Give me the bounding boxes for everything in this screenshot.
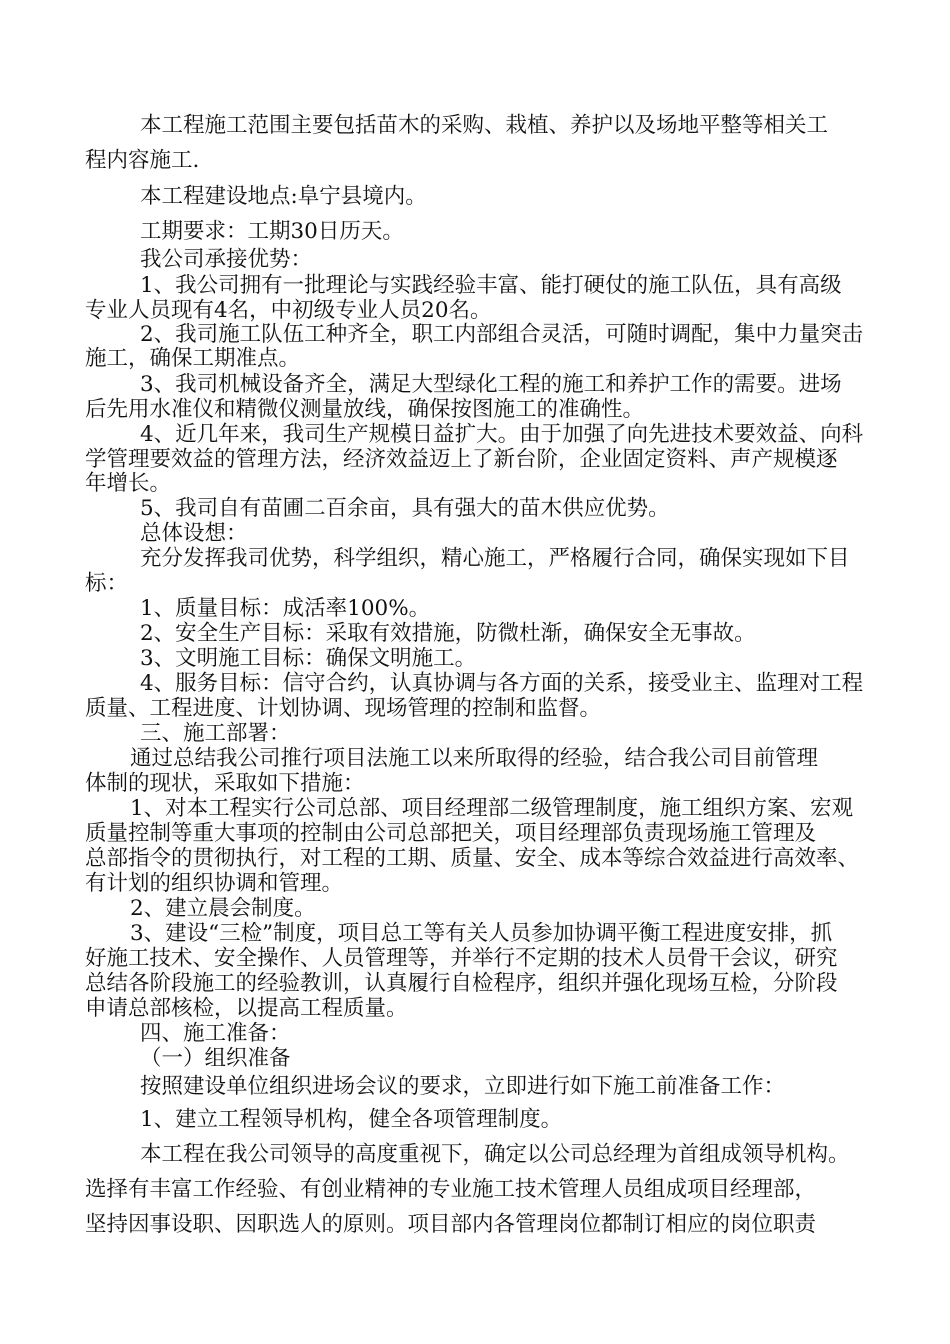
paragraph-line: 程内容施工. xyxy=(85,148,200,173)
paragraph-line: 2、建立晨会制度。 xyxy=(130,896,316,921)
paragraph-line: 好施工技术、安全操作、人员管理等，并举行不定期的技术人员骨干会议，研究 xyxy=(85,946,838,971)
paragraph-line: 2、安全生产目标：采取有效措施，防微杜渐，确保安全无事故。 xyxy=(140,621,756,646)
paragraph-line: 3、建设“三检”制度，项目总工等有关人员参加协调平衡工程进度安排，抓 xyxy=(130,921,833,946)
paragraph-line: 工期要求：工期30日历天。 xyxy=(140,219,404,244)
paragraph-line: 总部指令的贯彻执行，对工程的工期、质量、安全、成本等综合效益进行高效率、 xyxy=(85,846,860,871)
paragraph-line: 1、对本工程实行公司总部、项目经理部二级管理制度，施工组织方案、宏观 xyxy=(130,796,854,821)
paragraph-line: 2、我司施工队伍工种齐全，职工内部组合灵活，可随时调配，集中力量突击 xyxy=(140,322,864,347)
paragraph-line: 本工程施工范围主要包括苗木的采购、栽植、养护以及场地平整等相关工 xyxy=(140,113,829,138)
paragraph-line: 施工，确保工期准点。 xyxy=(85,346,301,371)
section-heading: 我公司承接优势： xyxy=(140,247,313,272)
paragraph-line: 选择有丰富工作经验、有创业精神的专业施工技术管理人员组成项目经理部， xyxy=(85,1177,817,1202)
paragraph-line: 有计划的组织协调和管理。 xyxy=(85,871,344,896)
paragraph-line: 坚持因事设职、因职选人的原则。项目部内各管理岗位都制订相应的岗位职责 xyxy=(85,1212,817,1237)
paragraph-line: 1、质量目标：成活率100%。 xyxy=(140,596,431,621)
section-heading: 总体设想： xyxy=(140,521,248,546)
paragraph-line: 专业人员现有4名，中初级专业人员20名。 xyxy=(85,298,492,323)
paragraph-line: 4、服务目标：信守合约，认真协调与各方面的关系，接受业主、监理对工程 xyxy=(140,671,864,696)
paragraph-line: 本工程建设地点:阜宁县境内。 xyxy=(140,184,427,209)
paragraph-line: 充分发挥我司优势，科学组织，精心施工，严格履行合同，确保实现如下目 xyxy=(140,546,850,571)
paragraph-line: 通过总结我公司推行项目法施工以来所取得的经验，结合我公司目前管理 xyxy=(130,746,819,771)
paragraph-line: 申请总部核检，以提高工程质量。 xyxy=(85,996,408,1021)
paragraph-line: 质量控制等重大事项的控制由公司总部把关，项目经理部负责现场施工管理及 xyxy=(85,821,817,846)
paragraph-line: 1、我公司拥有一批理论与实践经验丰富、能打硬仗的施工队伍，具有高级 xyxy=(140,273,842,298)
paragraph-line: 3、我司机械设备齐全，满足大型绿化工程的施工和养护工作的需要。进场 xyxy=(140,372,842,397)
section-heading: 三、施工部署： xyxy=(140,721,291,746)
paragraph-line: 5、我司自有苗圃二百余亩，具有强大的苗木供应优势。 xyxy=(140,496,670,521)
paragraph-line: 年增长。 xyxy=(85,471,172,496)
paragraph-line: 本工程在我公司领导的高度重视下，确定以公司总经理为首组成领导机构。 xyxy=(140,1142,850,1167)
paragraph-line: 3、文明施工目标：确保文明施工。 xyxy=(140,646,477,671)
paragraph-line: 按照建设单位组织进场会议的要求，立即进行如下施工前准备工作： xyxy=(140,1074,786,1099)
paragraph-line: 4、近几年来，我司生产规模日益扩大。由于加强了向先进技术要效益、向科 xyxy=(140,422,864,447)
section-heading: 四、施工准备： xyxy=(140,1021,291,1046)
paragraph-line: 后先用水准仪和精微仪测量放线，确保按图施工的准确性。 xyxy=(85,397,645,422)
paragraph-line: 质量、工程进度、计划协调、现场管理的控制和监督。 xyxy=(85,696,602,721)
paragraph-line: 体制的现状，采取如下措施： xyxy=(85,771,365,796)
paragraph-line: 总结各阶段施工的经验教训，认真履行自检程序，组织并强化现场互检，分阶段 xyxy=(85,971,838,996)
paragraph-line: 1、建立工程领导机构，健全各项管理制度。 xyxy=(140,1107,563,1132)
paragraph-line: 学管理要效益的管理方法，经济效益迈上了新台阶，企业固定资料、声产规模逐 xyxy=(85,447,838,472)
paragraph-line: 标： xyxy=(85,571,129,596)
subsection-heading: （一）组织准备 xyxy=(140,1046,291,1071)
